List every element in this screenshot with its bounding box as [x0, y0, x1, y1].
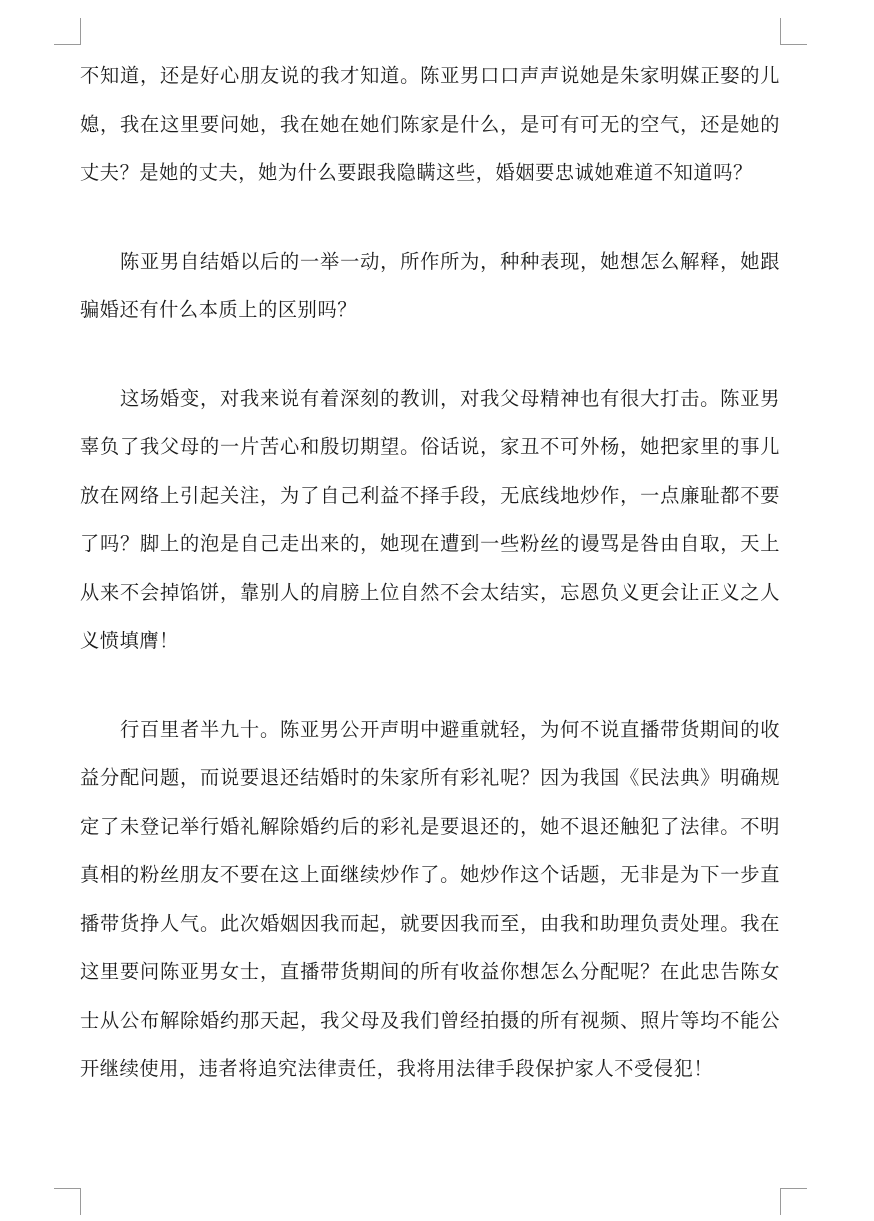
- paragraph-spacer: [80, 666, 780, 706]
- paragraph-1: 不知道，还是好心朋友说的我才知道。陈亚男口口声声说她是朱家明媒正娶的儿媳，我在这里要问她，我在她在她们陈家是什么，是可有可无的空气，还是她的丈夫？是她的丈夫，她为什么要跟我隐瞒这些，婚姻要忠诚她难道不知道吗？: [80, 64, 780, 184]
- crop-mark-bottom-left: [54, 1188, 81, 1215]
- paragraph-4: 行百里者半九十。陈亚男公开声明中避重就轻，为何不说直播带货期间的收益分配问题，而说要退还结婚时的朱家所有彩礼呢？因为我国《民法典》明确规定了未登记举行婚礼解除婚约后的彩礼是要退还的，她不退还触犯了法律。不明真相的粉丝朋友不要在这上面继续炒作了。她炒作这个话题，无非是为下一步直播带货挣人气。此次婚姻因我而起，就要因我而至，由我和助理负责处理。我在这里要问陈亚男女士，直播带货期间的所有收益你想怎么分配呢？在此忠告陈女士从公布解除婚约那天起，我父母及我们曾经拍摄的所有视频、照片等均不能公开继续使用，违者将追究法律责任，我将用法律手段保护家人不受侵犯！: [80, 717, 780, 1080]
- document-body: [80, 52, 780, 1094]
- paragraph-3: 这场婚变，对我来说有着深刻的教训，对我父母精神也有很大打击。陈亚男辜负了我父母的一片苦心和殷切期望。俗话说，家丑不可外杨，她把家里的事儿放在网络上引起关注，为了自己利益不择手段，无底线地炒作，一点廉耻都不要了吗？脚上的泡是自己走出来的，她现在遭到一些粉丝的谩骂是咎由自取，天上从来不会掉馅饼，靠别人的肩膀上位自然不会太结实，忘恩负义更会让正义之人义愤填膺！: [80, 386, 780, 652]
- crop-mark-bottom-right: [780, 1188, 807, 1215]
- crop-mark-top-right: [780, 18, 807, 45]
- paragraph-spacer: [80, 335, 780, 375]
- crop-mark-top-left: [54, 18, 81, 45]
- paragraph-spacer: [80, 198, 780, 238]
- paragraph-2: 陈亚男自结婚以后的一举一动，所作所为，种种表现，她想怎么解释，她跟骗婚还有什么本质上的区别吗？: [80, 249, 780, 321]
